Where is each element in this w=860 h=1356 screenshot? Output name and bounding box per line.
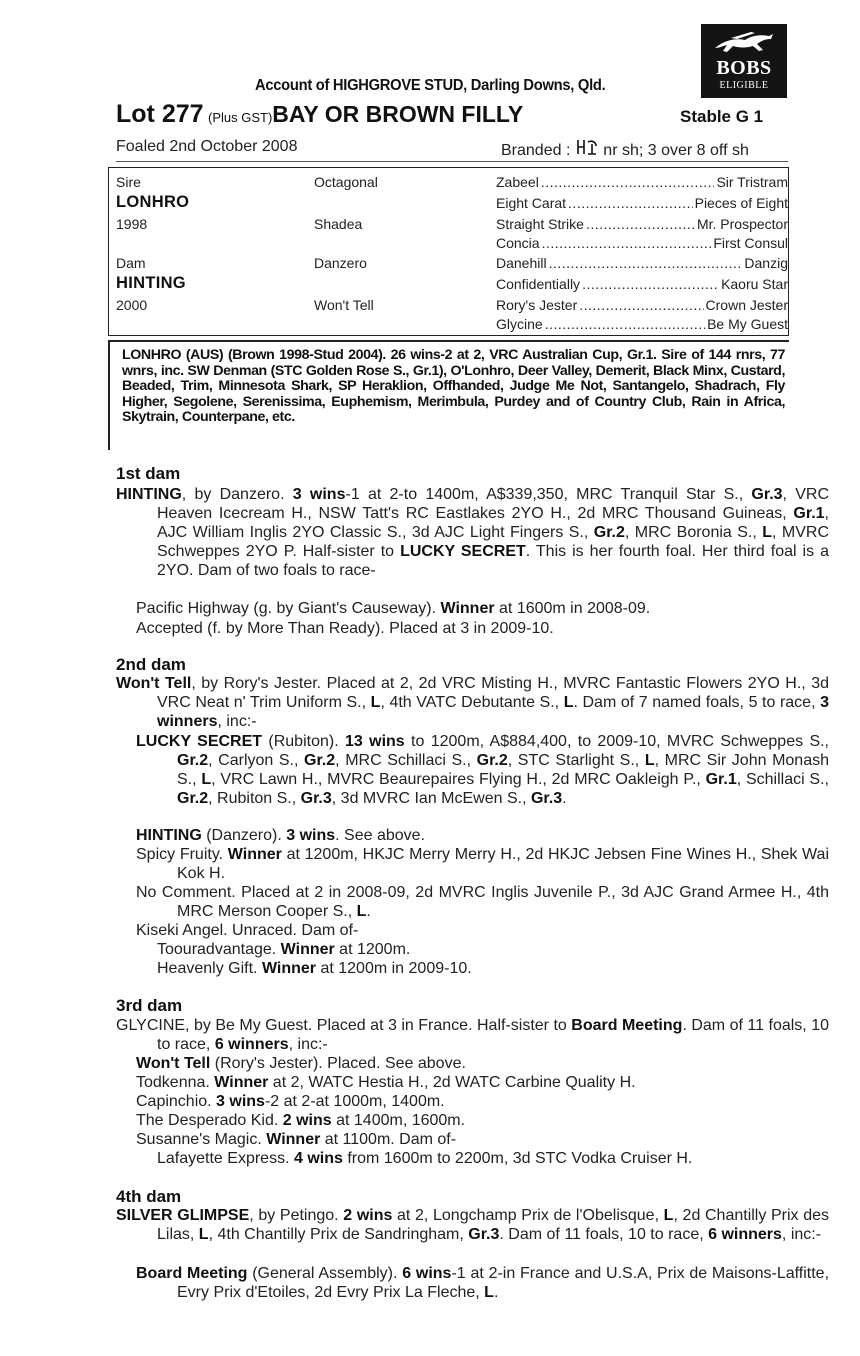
branded-info [501,138,749,160]
great-grandparent-row: Danehill ..... Danzig [496,255,788,275]
progeny-entry: HINTING (Danzero). 3 wins. See above. [136,827,425,844]
header-divider [116,161,788,162]
fourth-dam-entry: SILVER GLIMPSE, by Petingo. 2 wins at 2, Longchamp Prix de l'Obelisque, L, 2d Chantilly Prix des Lilas, L, 4th Chantilly Prix de Sandringham, Gr.3. Dam of 11 foals, 10 to race, 6 winners, inc:- [116,1207,829,1243]
progeny-entry: The Desperado Kid. 2 wins at 1400m, 1600m. [136,1112,466,1129]
great-grandparent-row: Eight Carat ..... Pieces of Eight [496,195,788,215]
progeny-entry: Heavenly Gift. Winner at 1200m in 2009-10. [157,960,472,977]
stable-location: Stable G 1 [680,107,764,126]
horse-logo-icon [711,30,777,56]
progeny-entry: Susanne's Magic. Winner at 1100m. Dam of- [136,1131,457,1148]
logo-text: BOBS [716,57,772,79]
vendor-account: Account of HIGHGROVE STUD, Darling Downs, Qld. [255,77,606,94]
progeny-entry: Spicy Fruity. Winner at 1200m, HKJC Merry Merry H., 2d HKJC Jebsen Fine Wines H., Shek Wai Kok H. [136,846,830,882]
sire-summary: LONHRO (AUS) (Brown 1998-Stud 2004). 26 wins-2 at 2, VRC Australian Cup, Gr.1. Sire of 144 rnrs, 77 wnrs, inc. SW Denman (STC Golden Rose S., Gr.1), O'Lonhro, Deer Valley, Demerit, Black Minx, Custard, Beaded, Trim, Minnesota Shark, SP Heraklion, Offhanded, Judge Me Not, Santangelo, Shadrach, Fly Higher, Segolene, Serenissima, Euphemism, Merimbula, Purdey and of Country Club, Rain in Africa, Skytrain, Counterpane, etc. [108,340,789,450]
lot-title: BAY OR BROWN FILLY [272,101,524,127]
sire-year: 1998 [116,216,148,232]
branded-label: Branded : [501,142,571,159]
great-grandparent-row: Glycine ..... Be My Guest [496,316,788,336]
grandparent: Shadea [314,216,363,232]
lot-heading [116,100,523,129]
grandparent: Danzero [314,255,367,271]
progeny-entry: Accepted (f. by More Than Ready). Placed at 3 in 2009-10. [136,620,554,637]
progeny-entry: Kiseki Angel. Unraced. Dam of- [136,922,359,939]
bobs-eligible-logo [701,24,787,98]
progeny-entry: Won't Tell (Rory's Jester). Placed. See above. [136,1055,466,1072]
progeny-entry: Board Meeting (General Assembly). 6 wins-1 at 2-in France and U.S.A, Prix de Maisons-Laffitte, Evry Prix d'Etoiles, 2d Evry Prix La Fleche, L. [136,1265,830,1301]
grandparent: Octagonal [314,174,378,190]
progeny-entry: LUCKY SECRET (Rubiton). 13 wins to 1200m, A$884,400, to 2009-10, MVRC Schweppes S., Gr.2, Carlyon S., Gr.2, MRC Schillaci S., Gr.2, STC Starlight S., L, MRC Sir John Monash S., L, VRC Lawn H., MVRC Beaurepaires Flying H., 2d MRC Oakleigh P., Gr.1, Schillaci S., Gr.2, Rubiton S., Gr.3, 3d MVRC Ian McEwen S., Gr.3. [136,733,829,807]
progeny-entry: No Comment. Placed at 2 in 2008-09, 2d MVRC Inglis Juvenile P., 3d AJC Grand Armee H., 4th MRC Merson Cooper S., L. [136,884,829,920]
great-grandparent-row: Confidentially ..... Kaoru Star [496,276,788,296]
logo-subtext: ELIGIBLE [719,80,769,91]
pedigree-table [108,167,789,336]
dam-name: HINTING [116,274,186,292]
great-grandparent-row: Concia ..... First Consul [496,235,788,255]
great-grandparent-row: Rory's Jester ..... Crown Jester [496,297,788,317]
progeny-entry: Todkenna. Winner at 2, WATC Hestia H., 2d WATC Carbine Quality H. [136,1074,636,1091]
progeny-entry: Lafayette Express. 4 wins from 1600m to 2200m, 3d STC Vodka Cruiser H. [157,1150,693,1167]
great-grandparent-row: Zabeel ..... Sir Tristram [496,174,788,194]
lot-number: Lot 277 [116,100,204,128]
dam-label: Dam [116,255,146,271]
sire-label: Sire [116,174,141,190]
first-dam-entry: HINTING, by Danzero. 3 wins-1 at 2-to 1400m, A$339,350, MRC Tranquil Star S., Gr.3, VRC Heaven Icecream H., NSW Tatt's RC Eastlakes 2YO H., 2d MRC Thousand Guineas, Gr.1, AJC William Inglis 2YO Classic S., 3d AJC Light Fingers S., Gr.2, MRC Boronia S., L, MVRC Schweppes 2YO P. Half-sister to LUCKY SECRET. This is her fourth foal. Her third foal is a 2YO. Dam of two foals to race- [116,486,830,579]
progeny-entry: Capinchio. 3 wins-2 at 2-at 1000m, 1400m. [136,1093,445,1110]
dam-year: 2000 [116,297,148,313]
fourth-dam-heading: 4th dam [116,1187,182,1206]
third-dam-entry: GLYCINE, by Be My Guest. Placed at 3 in France. Half-sister to Board Meeting. Dam of 11 foals, 10 to race, 6 winners, inc:- [116,1017,830,1053]
progeny-entry: Pacific Highway (g. by Giant's Causeway). Winner at 1600m in 2008-09. [136,600,651,617]
second-dam-heading: 2nd dam [116,655,186,674]
great-grandparent-row: Straight Strike ..... Mr. Prospector [496,216,788,236]
brand-mark-icon [575,138,599,158]
first-dam-heading: 1st dam [116,464,181,483]
third-dam-heading: 3rd dam [116,996,183,1015]
sire-name: LONHRO [116,193,190,211]
plus-gst: (Plus GST) [207,110,273,125]
second-dam-entry: Won't Tell, by Rory's Jester. Placed at 2, 2d VRC Misting H., MVRC Fantastic Flowers 2YO H., 3d VRC Neat n' Trim Uniform S., L, 4th VATC Debutante S., L. Dam of 7 named foals, 5 to race, 3 winners, inc:- [116,675,830,730]
progeny-entry: Toouradvantage. Winner at 1200m. [157,941,411,958]
grandparent: Won't Tell [314,297,374,313]
foaled-date: Foaled 2nd October 2008 [116,138,298,155]
branded-text: nr sh; 3 over 8 off sh [603,142,749,159]
